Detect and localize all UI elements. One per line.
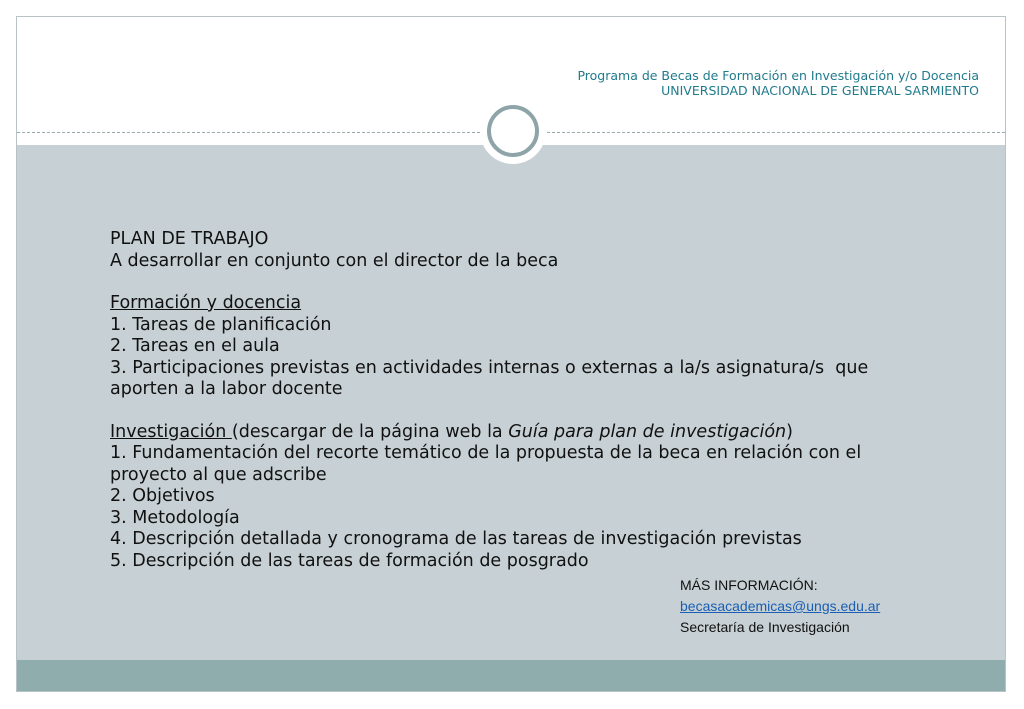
investigacion-note-close: ): [786, 421, 793, 442]
circle-ornament-icon: [487, 105, 539, 157]
investigacion-item: 4. Descripción detallada y cronograma de las tareas de investigación previstas: [110, 529, 802, 549]
formacion-item: 2. Tareas en el aula: [110, 336, 280, 356]
info-label: MÁS INFORMACIÓN:: [680, 577, 818, 593]
university-name: UNIVERSIDAD NACIONAL DE GENERAL SARMIENTO: [661, 83, 979, 98]
investigacion-guide-title: Guía para plan de investigación: [508, 421, 787, 442]
plan-subtitle: A desarrollar en conjunto con el director de la beca: [110, 250, 559, 271]
work-plan-text: [110, 229, 900, 572]
investigacion-note-open: (descargar de la página web la: [231, 421, 509, 442]
contact-email-link[interactable]: becasacademicas@ungs.edu.ar: [680, 598, 881, 614]
program-name: Programa de Becas de Formación en Investigación y/o Docencia: [577, 68, 979, 83]
investigacion-heading: Investigación: [110, 421, 232, 442]
header-text: [577, 68, 979, 98]
footer-band: [17, 660, 1005, 692]
office-name: Secretaría de Investigación: [680, 619, 850, 635]
formacion-heading: Formación y docencia: [110, 293, 302, 313]
investigacion-item: 3. Metodología: [110, 507, 240, 528]
investigacion-item: 2. Objetivos: [110, 486, 215, 506]
formacion-item: 1. Tareas de planificación: [110, 314, 332, 335]
investigacion-item: 5. Descripción de las tareas de formación de posgrado: [110, 550, 589, 571]
plan-title: PLAN DE TRABAJO: [110, 229, 269, 249]
investigacion-item: 1. Fundamentación del recorte temático de la propuesta de la beca en relación con el proyecto al que adscribe: [110, 443, 867, 485]
contact-info: [680, 575, 880, 638]
formacion-item: 3. Participaciones previstas en actividades internas o externas a la/s asignatura/s que aporten a la labor docente: [110, 357, 874, 399]
investigacion-heading-line: [110, 422, 900, 444]
